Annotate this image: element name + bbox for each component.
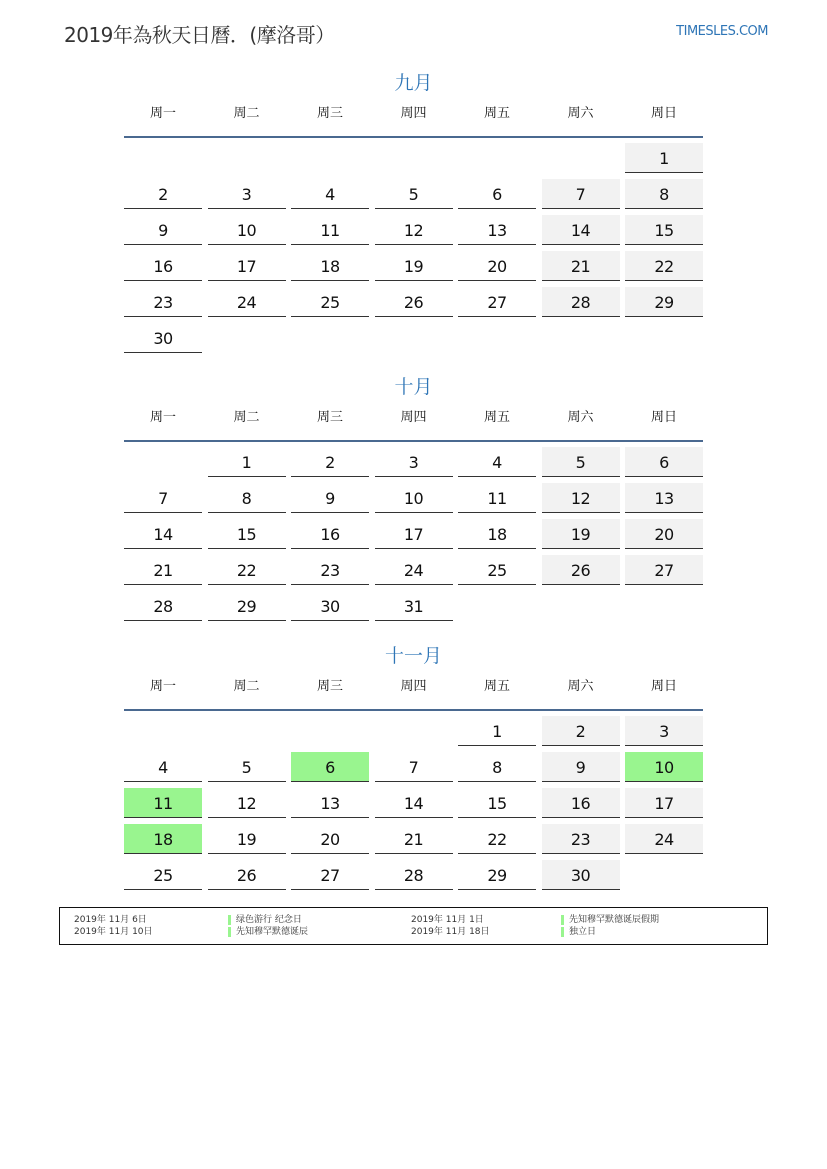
- day-cell: 11: [291, 215, 369, 245]
- holiday-day-cell: 6: [291, 752, 369, 782]
- day-cell: 4: [291, 179, 369, 209]
- day-cell: 28: [124, 591, 202, 621]
- day-cell: 16: [542, 788, 620, 818]
- day-cell: 29: [625, 287, 703, 317]
- weekday-header: [124, 678, 703, 711]
- legend-date: 2019年 11月 18日: [411, 927, 490, 937]
- month-block: [124, 70, 703, 348]
- month-block: [124, 643, 703, 885]
- day-cell: 6: [625, 447, 703, 477]
- day-cell: 30: [291, 591, 369, 621]
- legend-name: 独立日: [569, 927, 597, 937]
- weekday-label: 周一: [149, 410, 176, 425]
- day-cell: 12: [208, 788, 286, 818]
- day-cell: 23: [124, 287, 202, 317]
- day-cell: 14: [375, 788, 453, 818]
- legend-name: 绿色游行 纪念日: [236, 915, 302, 925]
- day-cell: 25: [124, 860, 202, 890]
- day-cell: 8: [458, 752, 536, 782]
- day-cell: 30: [124, 323, 202, 353]
- day-cell: 25: [291, 287, 369, 317]
- day-cell: 26: [208, 860, 286, 890]
- day-cell: 21: [542, 251, 620, 281]
- month-name: 十月: [394, 376, 433, 398]
- weekday-label: 周三: [316, 106, 343, 121]
- legend-name: 先知穆罕默德诞辰: [236, 927, 309, 937]
- day-cell: 12: [375, 215, 453, 245]
- day-cell: 10: [375, 483, 453, 513]
- day-cell: 2: [542, 716, 620, 746]
- day-cell: 4: [458, 447, 536, 477]
- day-cell: 31: [375, 591, 453, 621]
- day-cell: 21: [375, 824, 453, 854]
- day-cell: 17: [208, 251, 286, 281]
- day-cell: 19: [542, 519, 620, 549]
- legend-marker: [561, 915, 564, 925]
- day-cell: 29: [208, 591, 286, 621]
- day-cell: 7: [375, 752, 453, 782]
- day-cell: 3: [375, 447, 453, 477]
- day-cell: 20: [625, 519, 703, 549]
- weekday-label: 周三: [316, 679, 343, 694]
- day-cell: 5: [208, 752, 286, 782]
- day-cell: 22: [625, 251, 703, 281]
- day-cell: 23: [291, 555, 369, 585]
- weekday-label: 周日: [650, 106, 677, 121]
- legend-date: 2019年 11月 6日: [74, 915, 147, 925]
- weekday-label: 周一: [149, 679, 176, 694]
- day-cell: 29: [458, 860, 536, 890]
- day-cell: 28: [542, 287, 620, 317]
- legend-date: 2019年 11月 1日: [411, 915, 484, 925]
- day-cell: 23: [542, 824, 620, 854]
- day-cell: 8: [625, 179, 703, 209]
- day-cell: 3: [208, 179, 286, 209]
- day-cell: 3: [625, 716, 703, 746]
- day-cell: 13: [291, 788, 369, 818]
- day-cell: 30: [542, 860, 620, 890]
- weekday-label: 周五: [483, 410, 510, 425]
- day-cell: 28: [375, 860, 453, 890]
- day-cell: 14: [542, 215, 620, 245]
- day-cell: 15: [458, 788, 536, 818]
- legend-marker: [561, 927, 564, 937]
- site-link[interactable]: TIMESLES.COM: [676, 24, 768, 39]
- weekday-label: 周三: [316, 410, 343, 425]
- day-cell: 1: [208, 447, 286, 477]
- day-cell: 2: [124, 179, 202, 209]
- page-title: 2019年為秋天日曆．(摩洛哥）: [64, 23, 335, 47]
- day-cell: 27: [458, 287, 536, 317]
- day-cell: 20: [458, 251, 536, 281]
- day-cell: 16: [124, 251, 202, 281]
- day-cell: 13: [625, 483, 703, 513]
- month-block: [124, 374, 703, 616]
- day-cell: 20: [291, 824, 369, 854]
- day-cell: 24: [625, 824, 703, 854]
- day-cell: 16: [291, 519, 369, 549]
- weekday-label: 周六: [567, 410, 594, 425]
- day-cell: 9: [124, 215, 202, 245]
- weekday-label: 周日: [650, 679, 677, 694]
- month-name: 十一月: [384, 645, 442, 667]
- day-cell: 19: [208, 824, 286, 854]
- weekday-label: 周日: [650, 410, 677, 425]
- day-cell: 9: [291, 483, 369, 513]
- day-cell: 21: [124, 555, 202, 585]
- day-cell: 12: [542, 483, 620, 513]
- day-cell: 11: [458, 483, 536, 513]
- weekday-label: 周一: [149, 106, 176, 121]
- month-name: 九月: [394, 72, 433, 94]
- weekday-header: [124, 105, 703, 138]
- day-cell: 26: [375, 287, 453, 317]
- weekday-label: 周六: [567, 679, 594, 694]
- day-cell: 5: [375, 179, 453, 209]
- day-cell: 27: [291, 860, 369, 890]
- weekday-label: 周二: [233, 679, 260, 694]
- day-cell: 4: [124, 752, 202, 782]
- holiday-day-cell: 18: [124, 824, 202, 854]
- legend-marker: [228, 927, 231, 937]
- legend-date: 2019年 11月 10日: [74, 927, 153, 937]
- day-cell: 24: [208, 287, 286, 317]
- weekday-label: 周四: [400, 679, 427, 694]
- day-cell: 14: [124, 519, 202, 549]
- day-cell: 1: [625, 143, 703, 173]
- weekday-label: 周二: [233, 410, 260, 425]
- day-cell: 13: [458, 215, 536, 245]
- day-cell: 17: [375, 519, 453, 549]
- day-cell: 18: [458, 519, 536, 549]
- legend-marker: [228, 915, 231, 925]
- day-cell: 25: [458, 555, 536, 585]
- day-cell: 7: [124, 483, 202, 513]
- weekday-label: 周二: [233, 106, 260, 121]
- weekday-header: [124, 409, 703, 442]
- day-cell: 22: [208, 555, 286, 585]
- day-cell: 26: [542, 555, 620, 585]
- holiday-legend: [59, 907, 768, 945]
- legend-name: 先知穆罕默德诞辰假期: [569, 915, 660, 925]
- day-cell: 6: [458, 179, 536, 209]
- day-cell: 18: [291, 251, 369, 281]
- day-cell: 5: [542, 447, 620, 477]
- day-cell: 15: [208, 519, 286, 549]
- day-cell: 1: [458, 716, 536, 746]
- day-cell: 10: [208, 215, 286, 245]
- weekday-label: 周五: [483, 679, 510, 694]
- day-cell: 24: [375, 555, 453, 585]
- day-cell: 22: [458, 824, 536, 854]
- day-cell: 8: [208, 483, 286, 513]
- weekday-label: 周六: [567, 106, 594, 121]
- day-cell: 9: [542, 752, 620, 782]
- weekday-label: 周四: [400, 410, 427, 425]
- holiday-day-cell: 11: [124, 788, 202, 818]
- day-cell: 27: [625, 555, 703, 585]
- day-cell: 15: [625, 215, 703, 245]
- weekday-label: 周四: [400, 106, 427, 121]
- day-cell: 2: [291, 447, 369, 477]
- day-cell: 19: [375, 251, 453, 281]
- weekday-label: 周五: [483, 106, 510, 121]
- day-cell: 7: [542, 179, 620, 209]
- holiday-day-cell: 10: [625, 752, 703, 782]
- day-cell: 17: [625, 788, 703, 818]
